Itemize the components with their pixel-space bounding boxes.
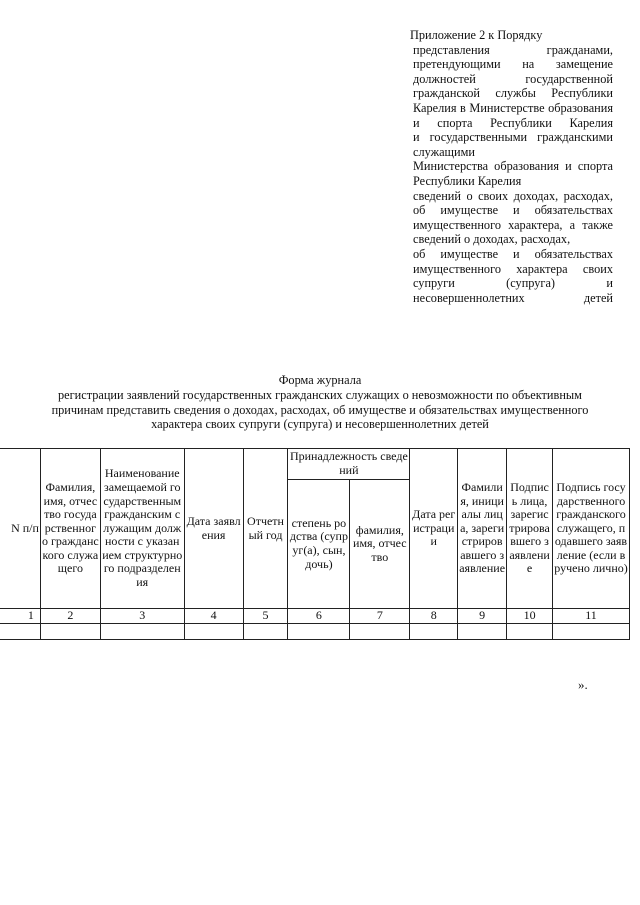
table-cell xyxy=(0,623,40,639)
header-registrar-signature: Подпись лица, зарегистрировавшего заявление xyxy=(507,449,553,609)
column-number: 8 xyxy=(410,609,458,624)
closing-quote-mark: ». xyxy=(578,677,588,692)
appendix-paragraph-4: сведений о своих доходах, расходах, об имуществе и обязательствах имущественного характера, а также сведений о доходах, расходах, xyxy=(413,188,613,247)
table-cell xyxy=(288,623,350,639)
column-number: 3 xyxy=(100,609,184,624)
table-header-row xyxy=(0,449,630,480)
column-number: 5 xyxy=(243,609,288,624)
column-number: 10 xyxy=(507,609,553,624)
appendix-header xyxy=(410,28,613,305)
column-number: 4 xyxy=(184,609,243,624)
table-cell xyxy=(184,623,243,639)
header-application-date: Дата заявления xyxy=(184,449,243,609)
header-reporting-year: Отчетный год xyxy=(243,449,288,609)
form-title-line-3: причинам представить сведения о доходах, расходах, об имуществе и обязательствах имущественного xyxy=(51,402,589,417)
table-cell xyxy=(458,623,507,639)
table-cell xyxy=(40,623,100,639)
header-employee-signature: Подпись государственного гражданского служащего, подавшего заявление (если вручено лично) xyxy=(553,449,630,609)
table-cell xyxy=(507,623,553,639)
appendix-title: Приложение 2 к Порядку xyxy=(410,28,543,42)
form-title xyxy=(10,373,630,432)
column-number: 7 xyxy=(350,609,410,624)
table-cell xyxy=(350,623,410,639)
header-registrar-name: Фамилия, инициалы лица, зарегистрировавшего заявление xyxy=(458,449,507,609)
table-row xyxy=(0,623,630,639)
header-registration-date: Дата регистрации xyxy=(410,449,458,609)
table-cell xyxy=(100,623,184,639)
form-title-line-2: регистрации заявлений государственных гражданских служащих о невозможности по объективным xyxy=(58,387,582,402)
form-title-line-4: характера своих супруги (супруга) и несовершеннолетних детей xyxy=(151,417,489,432)
header-info-ownership: Принадлежность сведений xyxy=(288,449,410,480)
column-number: 1 xyxy=(0,609,40,624)
column-number: 9 xyxy=(458,609,507,624)
column-number: 11 xyxy=(553,609,630,624)
appendix-paragraph-2: и государственными гражданскими служащими xyxy=(413,130,613,159)
appendix-paragraph-1: представления гражданами, претендующими на замещение должностей государственной гражданской службы Республики Карелия в Министерстве образования и спорта Республики Карелия xyxy=(413,42,613,130)
column-number: 6 xyxy=(288,609,350,624)
header-number: N п/п xyxy=(0,449,40,609)
form-title-line-1: Форма журнала xyxy=(278,373,362,387)
appendix-paragraph-3: Министерства образования и спорта Республики Карелия xyxy=(413,159,613,188)
table-cell xyxy=(553,623,630,639)
column-number: 2 xyxy=(40,609,100,624)
table-column-numbers-row xyxy=(0,609,630,624)
header-position: Наименование замещаемой государственным гражданским служащим должности с указанием структурного подразделения xyxy=(100,449,184,609)
appendix-paragraph-5: об имуществе и обязательствах имущественного характера своих супруги (супруга) и несовершеннолетних детей xyxy=(413,246,613,305)
header-relative-name: фамилия, имя, отчество xyxy=(350,480,410,609)
header-full-name: Фамилия, имя, отчество государственного гражданского служащего xyxy=(40,449,100,609)
header-relationship-degree: степень родства (супруг(а), сын, дочь) xyxy=(288,480,350,609)
table-cell xyxy=(410,623,458,639)
table-cell xyxy=(243,623,288,639)
journal-table xyxy=(0,448,630,640)
